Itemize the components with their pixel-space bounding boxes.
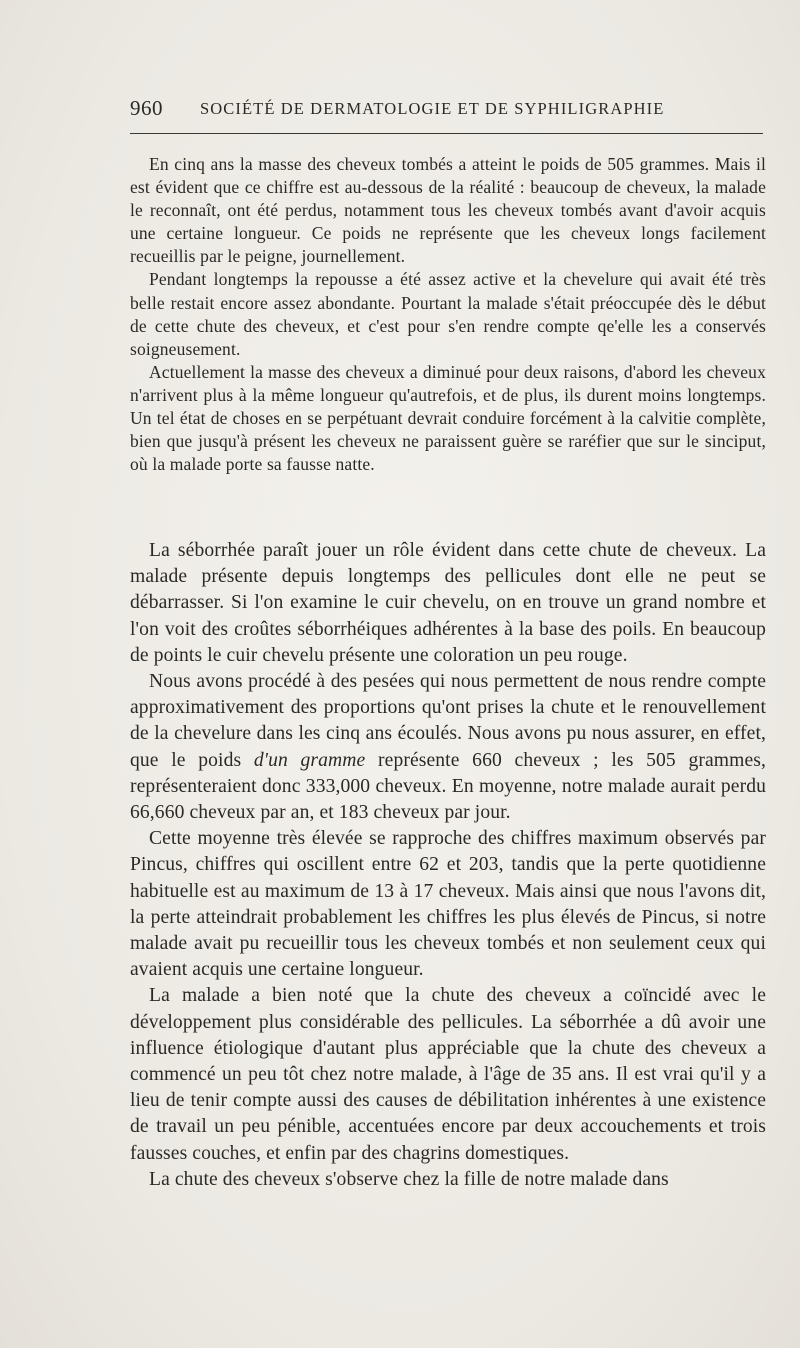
paragraph-regrowth: Pendant longtemps la repousse a été assez active et la chevelure qui avait été très belle restait encore assez abondante. Pourtant la malade s'était préoccupée dès le début de cette chute des cheveux, et c'est pour s'en rendre compte qe'elle les a conservés soigneusement. <box>130 269 766 359</box>
page-number: 960 <box>130 96 163 120</box>
paragraph-pincus: Cette moyenne très élevée se rapproche des chiffres maximum observés par Pincus, chiffres qui oscillent entre 62 et 203, tandis que la perte quotidienne habituelle est au maximum de 13 à 17 cheveux. Mais ainsi que nous l'avons dit, la perte atteindrait probablement les chiffres les plus élevés de Pincus, si notre malade avait pu recueillir tous les cheveux tombés et non seulement ceux qui avaient acquis une certaine longueur. <box>130 828 766 981</box>
paragraph-weighings <box>130 669 766 826</box>
paragraph-current-state: Actuellement la masse des cheveux a diminué pour deux raisons, d'abord les cheveux n'arrivent plus à la même longueur qu'autrefois, et de plus, ils durent moins longtemps. Un tel état de choses en se perpétuant devrait conduire forcément à la calvitie complète, bien que jusqu'à présent les cheveux ne paraissent guère se raréfier que sur le sinciput, où la malade porte sa fausse natte. <box>130 361 766 475</box>
running-title: SOCIÉTÉ DE DERMATOLOGIE ET DE SYPHILIGRAPHIE <box>200 99 665 118</box>
weighings-text-end: représente 660 cheveux ; les 505 grammes, représenteraient donc 333,000 cheveux. En moyenne, notre malade aurait perdu 66,660 cheveux par an, et 183 cheveux par jour. <box>130 749 766 824</box>
weighings-italic-unit: d'un gramme <box>253 749 366 771</box>
small-print-block <box>130 153 766 476</box>
weighings-text-start: Nous avons procédé à des pesées qui nous permettent de nous rendre compte approximativement des proportions qu'ont prises la chute et le renouvellement de la chevelure dans les cinq ans écoulés. Nous avons pu nous assurer, en effet, que le poids <box>130 671 766 771</box>
paragraph-etiology: La malade a bien noté que la chute des cheveux a coïncidé avec le développement plus considérable des pellicules. La séborrhée a dû avoir une influence étiologique d'autant plus appréciable que la chute des cheveux a commencé un peu tôt chez notre malade, à l'âge de 35 ans. Il est vrai qu'il y a lieu de tenir compte aussi des causes de débilitation inhérentes à une existence de travail un peu pénible, accentuées encore par deux accouchements et trois fausses couches, et enfin par des chagrins domestiques. <box>130 985 766 1164</box>
paragraph-daughter: La chute des cheveux s'observe chez la fille de notre malade dans <box>149 1168 669 1190</box>
paragraph-seborrhea: La séborrhée paraît jouer un rôle évident dans cette chute de cheveux. La malade présente depuis longtemps des pellicules dont elle ne peut se débarrasser. Si l'on examine le cuir chevelu, on en trouve un grand nombre et l'on voit des croûtes séborrhéiques adhérentes à la base des poils. En beaucoup de points le cuir chevelu présente une coloration un peu rouge. <box>130 540 766 666</box>
page-header <box>130 96 765 118</box>
header-rule <box>130 133 763 134</box>
main-text-block <box>130 538 766 1193</box>
paragraph-weight: En cinq ans la masse des cheveux tombés a atteint le poids de 505 grammes. Mais il est évident que ce chiffre est au-dessous de la réalité : beaucoup de cheveux, la malade le reconnaît, ont été perdus, notamment tous les cheveux tombés avant d'avoir acquis une certaine longueur. Ce poids ne représente que les cheveux longs facilement recueillis par le peigne, journellement. <box>130 154 766 267</box>
